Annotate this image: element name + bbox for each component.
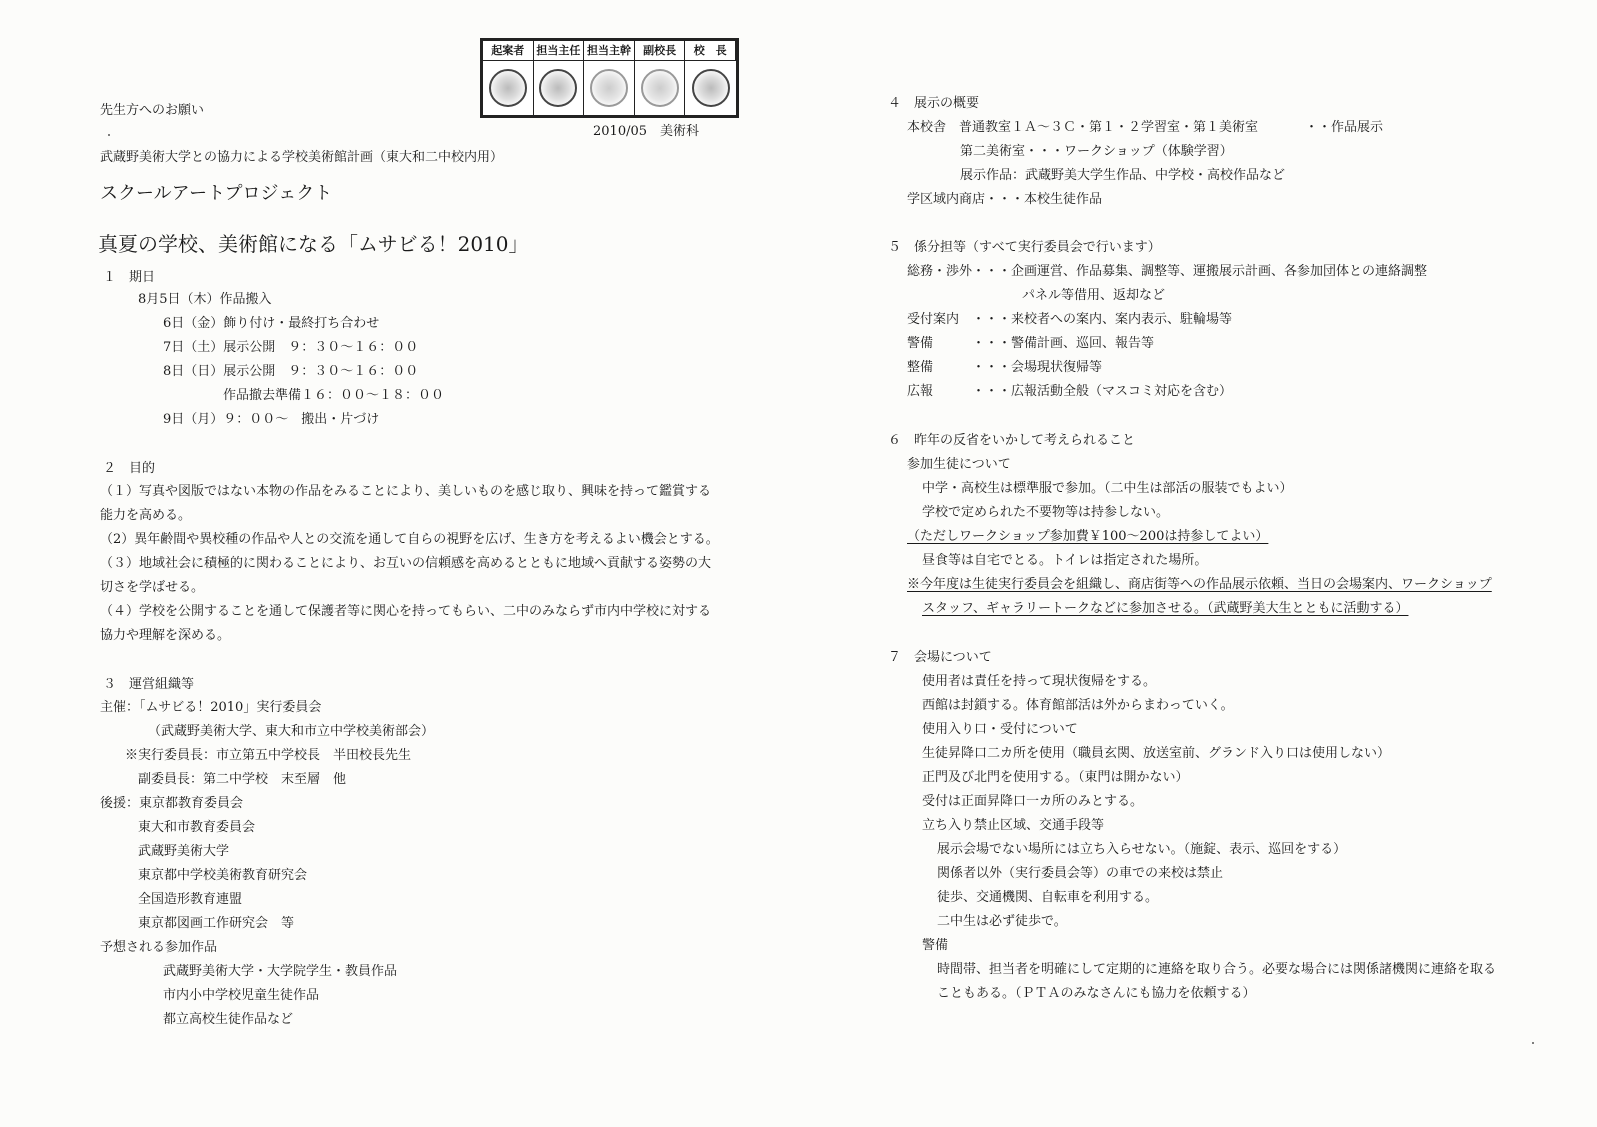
reflection-line-underlined: スタッフ、ギャラリートークなどに参加させる。（武蔵野美大生とともに活動する） — [922, 601, 1409, 616]
section-1-heading: １ 期日 — [103, 270, 156, 285]
schedule-line: 8日（日）展示公開 ９：３０～１６：００ — [163, 364, 419, 379]
duty-line: 受付案内 ・・・来校者への案内、案内表示、駐輪場等 — [907, 312, 1233, 327]
section-2-heading: ２ 目的 — [103, 461, 156, 476]
section-4-heading: ４ 展示の概要 — [888, 96, 980, 111]
purpose-line: （2）異年齢間や異校種の作品や人との交流を通して自らの視野を広げ、生き方を考えるよい機会とする。 — [100, 532, 719, 547]
exhibit-line: ・・作品展示 — [1305, 120, 1384, 135]
plan-subtitle: 武蔵野美術大学との協力による学校美術館計画（東大和二中校内用） — [100, 150, 504, 165]
seal-icon — [489, 69, 527, 107]
organization-line: 武蔵野美術大学・大学院学生・教員作品 — [163, 964, 398, 979]
organization-line: 武蔵野美術大学 — [138, 844, 230, 859]
scan-speck — [1532, 1042, 1534, 1044]
venue-line: 徒歩、交通機関、自転車を利用する。 — [937, 890, 1159, 905]
venue-line: 西館は封鎖する。体育館部活は外からまわっていく。 — [922, 698, 1234, 713]
seal-cell — [635, 61, 686, 115]
venue-line: 正門及び北門を使用する。（東門は開かない） — [922, 770, 1189, 785]
reflection-line: 中学・高校生は標準服で参加。（二中生は部活の服装でもよい） — [922, 481, 1293, 496]
duty-line: 総務・渉外・・・企画運営、作品募集、調整等、運搬展示計画、各参加団体との連絡調整 — [907, 264, 1428, 279]
venue-line: こともある。（ＰＴＡのみなさんにも協力を依頼する） — [937, 986, 1256, 1001]
venue-line: 受付は正面昇降口一カ所のみとする。 — [922, 794, 1144, 809]
seal-cell — [534, 61, 585, 115]
duty-line: 警備 ・・・警備計画、巡回、報告等 — [907, 336, 1155, 351]
venue-line: 生徒昇降口二カ所を使用（職員玄関、放送室前、グランド入り口は使用しない） — [922, 746, 1391, 761]
reflection-line-underlined: （ただしワークショップ参加費￥100～200は持参してよい） — [907, 529, 1269, 544]
organization-line: 主催：「ムサビる！2010」実行委員会 — [100, 700, 322, 715]
purpose-line: 協力や理解を深める。 — [100, 628, 231, 643]
organization-line: 後援：東京都教育委員会 — [100, 796, 244, 811]
approval-stamp-box — [480, 38, 739, 118]
seal-icon — [641, 69, 679, 107]
seal-icon — [692, 69, 730, 107]
reflection-line: 参加生徒について — [907, 457, 1011, 472]
document-title: 真夏の学校、美術館になる「ムサビる！2010」 — [98, 232, 529, 256]
seal-cell — [685, 61, 736, 115]
date-department: 2010/05 美術科 — [593, 124, 700, 139]
stamp-header-drafter: 起案者 — [483, 41, 534, 61]
venue-line: 警備 — [922, 938, 949, 953]
organization-line: 東京都中学校美術教育研究会 — [138, 868, 308, 883]
organization-line: ※実行委員長：市立第五中学校長 半田校長先生 — [125, 748, 412, 763]
organization-line: 予想される参加作品 — [100, 940, 218, 955]
organization-line: （武蔵野美術大学、東大和市立中学校美術部会） — [148, 724, 435, 739]
schedule-line: 9日（月）９：００～ 搬出・片づけ — [163, 412, 380, 427]
venue-line: 関係者以外（実行委員会等）の車での来校は禁止 — [937, 866, 1224, 881]
exhibit-line: 展示作品：武蔵野美大学生作品、中学校・高校作品など — [960, 168, 1286, 183]
stamp-header-senior: 担当主幹 — [584, 41, 635, 61]
reflection-line: 昼食等は自宅でとる。トイレは指定された場所。 — [922, 553, 1208, 568]
venue-line: 展示会場でない場所には立ち入らせない。（施錠、表示、巡回をする） — [937, 842, 1347, 857]
section-7-heading: ７ 会場について — [888, 650, 992, 665]
seal-icon — [590, 69, 628, 107]
purpose-line: 切さを学ばせる。 — [100, 580, 205, 595]
venue-line: 時間帯、担当者を明確にして定期的に連絡を取り合う。必要な場合には関係諸機関に連絡を取る — [937, 962, 1497, 977]
stamp-header-chief: 担当主任 — [534, 41, 585, 61]
duty-line: 整備 ・・・会場現状復帰等 — [907, 360, 1103, 375]
organization-line: 都立高校生徒作品など — [163, 1012, 294, 1027]
venue-line: 立ち入り禁止区域、交通手段等 — [922, 818, 1105, 833]
venue-line: 二中生は必ず徒歩で。 — [937, 914, 1067, 929]
purpose-line: （３）地域社会に積極的に関わることにより、お互いの信頼感を高めるとともに地域へ貢献する姿勢の大 — [100, 556, 712, 571]
seal-cell — [483, 61, 534, 115]
section-3-heading: ３ 運営組織等 — [103, 677, 195, 692]
organization-line: 市内小中学校児童生徒作品 — [163, 988, 320, 1003]
exhibit-line: 第二美術室・・・ワークショップ（体験学習） — [960, 144, 1233, 159]
reflection-line-underlined: ※今年度は生徒実行委員会を組織し、商店街等への作品展示依頼、当日の会場案内、ワークショップ — [907, 577, 1492, 592]
venue-line: 使用者は責任を持って現状復帰をする。 — [922, 674, 1157, 689]
stamp-header-principal: 校 長 — [685, 41, 736, 61]
seal-cell — [584, 61, 635, 115]
addressee: 先生方へのお願い — [100, 103, 205, 118]
purpose-line: （１）写真や図版ではない本物の作品をみることにより、美しいものを感じ取り、興味を持って鑑賞する — [100, 484, 712, 499]
exhibit-line: 学区域内商店・・・本校生徒作品 — [907, 192, 1103, 207]
organization-line: 東大和市教育委員会 — [138, 820, 256, 835]
organization-line: 副委員長：第二中学校 末至層 他 — [138, 772, 347, 787]
duty-line: 広報 ・・・広報活動全般（マスコミ対応を含む） — [907, 384, 1233, 399]
organization-line: 全国造形教育連盟 — [138, 892, 243, 907]
reflection-line: 学校で定められた不要物等は持参しない。 — [922, 505, 1170, 520]
section-6-heading: ６ 昨年の反省をいかして考えられること — [888, 433, 1136, 448]
project-name: スクールアートプロジェクト — [100, 183, 333, 204]
schedule-line: 7日（土）展示公開 ９：３０～１６：００ — [163, 340, 419, 355]
schedule-line: 6日（金）飾り付け・最終打ち合わせ — [163, 316, 380, 331]
duty-line: パネル等借用、返却など — [1022, 288, 1166, 303]
venue-line: 使用入り口・受付について — [922, 722, 1078, 737]
schedule-line: 8月5日（木）作品搬入 — [138, 292, 272, 307]
scan-speck — [108, 134, 110, 136]
seal-icon — [539, 69, 577, 107]
schedule-line: 作品撤去準備１６：００～１８：００ — [223, 388, 445, 403]
exhibit-line: 本校舎 普通教室１Ａ～３Ｃ・第１・２学習室・第１美術室 — [907, 120, 1259, 135]
stamp-header-vice-principal: 副校長 — [635, 41, 686, 61]
organization-line: 東京都図画工作研究会 等 — [138, 916, 295, 931]
purpose-line: 能力を高める。 — [100, 508, 192, 523]
purpose-line: （４）学校を公開することを通して保護者等に関心を持ってもらい、二中のみならず市内中学校に対する — [100, 604, 712, 619]
section-5-heading: ５ 係分担等（すべて実行委員会で行います） — [888, 240, 1161, 255]
